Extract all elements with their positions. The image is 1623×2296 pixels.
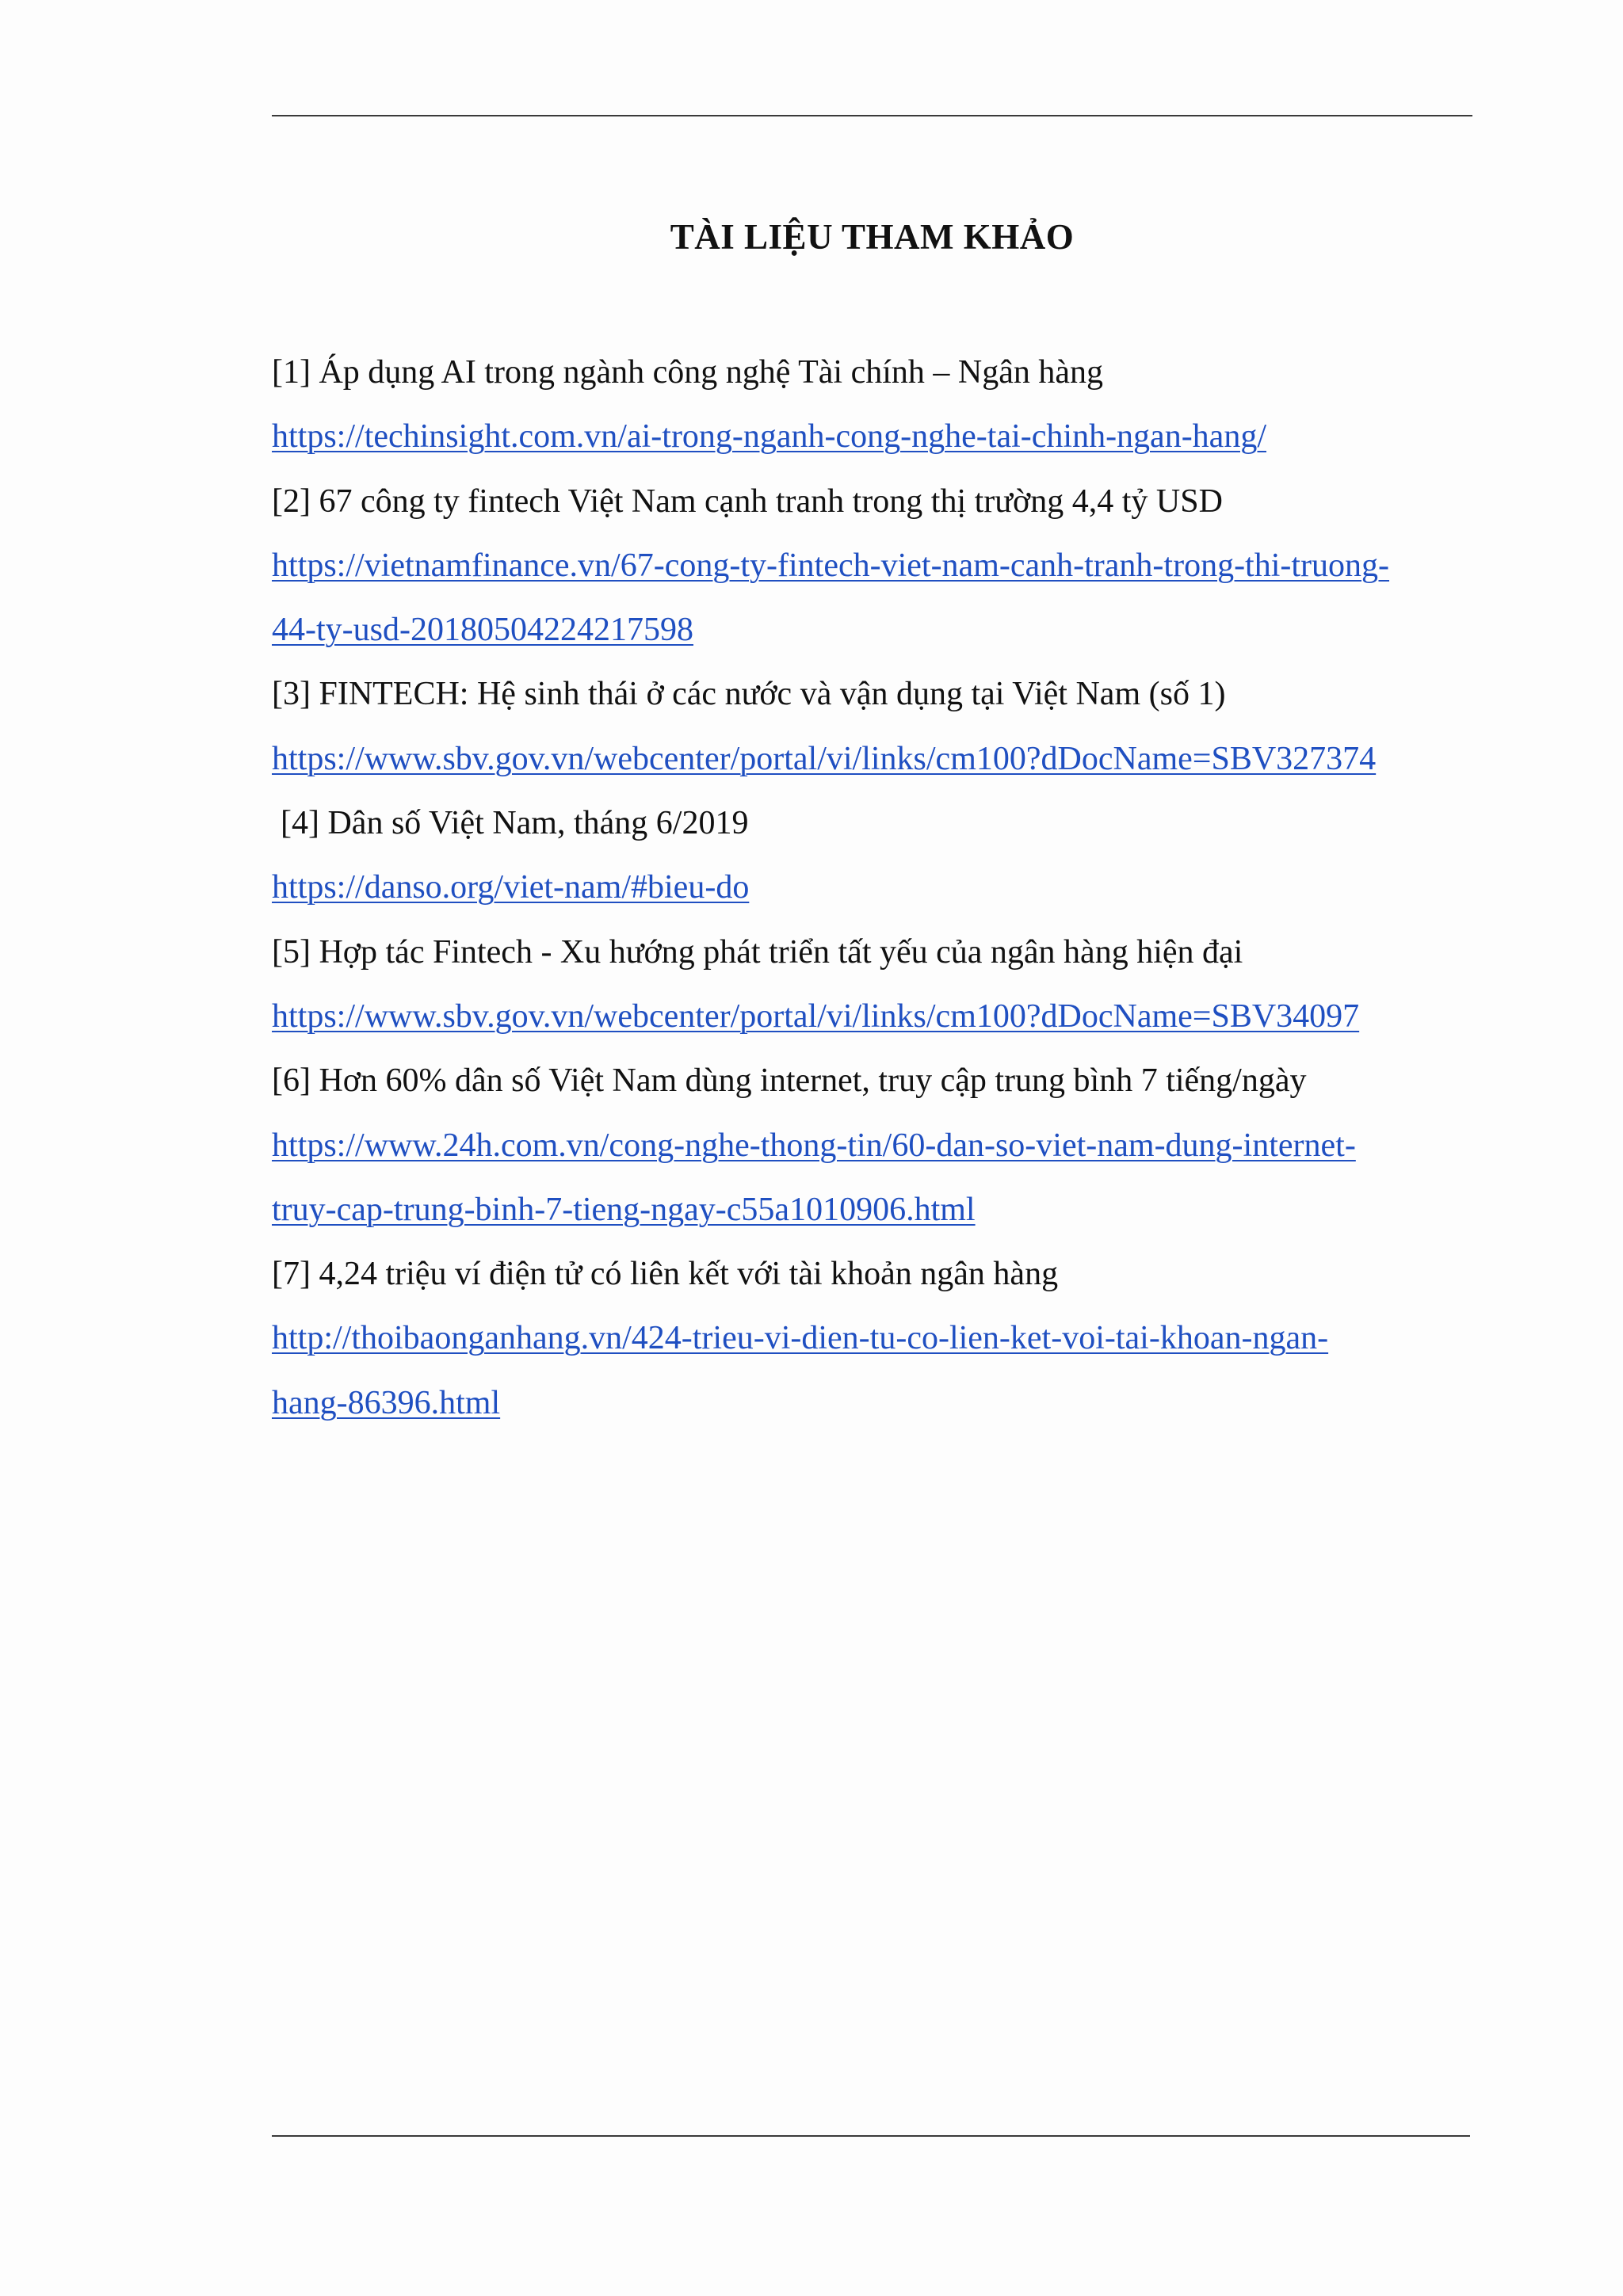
reference-heading-1: [1] Áp dụng AI trong ngành công nghệ Tài chính – Ngân hàng — [272, 354, 1104, 391]
reference-link-5 — [272, 985, 1476, 1049]
reference-link-1 — [272, 405, 1476, 469]
reference-link-5-line-1[interactable]: https://www.sbv.gov.vn/webcenter/portal/vi/links/cm100?dDocName=SBV34097 — [272, 997, 1360, 1035]
reference-link-6-line-1[interactable]: https://www.24h.com.vn/cong-nghe-thong-tin/60-dan-so-viet-nam-dung-internet- — [272, 1127, 1356, 1164]
reference-link-7-line-2[interactable]: hang-86396.html — [272, 1384, 501, 1421]
reference-heading-5: [5] Hợp tác Fintech - Xu hướng phát triển tất yếu của ngân hàng hiện đại — [272, 933, 1243, 971]
reference-heading-6: [6] Hơn 60% dân số Việt Nam dùng internet, truy cập trung bình 7 tiếng/ngày — [272, 1062, 1307, 1100]
reference-link-2 — [272, 534, 1476, 598]
reference-link-4 — [272, 856, 1476, 920]
reference-link-3-line-1[interactable]: https://www.sbv.gov.vn/webcenter/portal/vi/links/cm100?dDocName=SBV327374 — [272, 740, 1377, 777]
reference-link-2-continued — [272, 598, 1476, 662]
reference-link-3 — [272, 727, 1476, 791]
reference-link-2-line-1[interactable]: https://vietnamfinance.vn/67-cong-ty-fintech-viet-nam-canh-tranh-trong-thi-truong- — [272, 547, 1390, 584]
reference-link-2-line-2[interactable]: 44-ty-usd-20180504224217598 — [272, 612, 693, 649]
reference-heading-4: [4] Dân số Việt Nam, tháng 6/2019 — [281, 805, 749, 842]
reference-heading-2: [2] 67 công ty fintech Việt Nam cạnh tranh trong thị trường 4,4 tỷ USD — [272, 482, 1223, 520]
reference-link-7-line-1[interactable]: http://thoibaonganhang.vn/424-trieu-vi-dien-tu-co-lien-ket-voi-tai-khoan-ngan- — [272, 1320, 1329, 1357]
reference-link-7 — [272, 1306, 1476, 1371]
header-rule — [272, 115, 1472, 116]
footer-rule — [272, 2135, 1470, 2137]
reference-link-6-line-2[interactable]: truy-cap-trung-binh-7-tieng-ngay-c55a1010906.html — [272, 1191, 976, 1228]
reference-heading-7: [7] 4,24 triệu ví điện tử có liên kết với tài khoản ngân hàng — [272, 1256, 1059, 1293]
reference-heading-3: [3] FINTECH: Hệ sinh thái ở các nước và vận dụng tại Việt Nam (số 1) — [272, 676, 1226, 713]
reference-link-4-line-1[interactable]: https://danso.org/viet-nam/#bieu-do — [272, 869, 750, 906]
reference-link-6 — [272, 1114, 1476, 1178]
reference-link-1-line-1[interactable]: https://techinsight.com.vn/ai-trong-nganh-cong-nghe-tai-chinh-ngan-hang/ — [272, 418, 1266, 456]
reference-link-7-continued — [272, 1371, 1476, 1436]
reference-link-6-continued — [272, 1178, 1476, 1242]
reference-list — [272, 341, 1476, 1436]
page-title: TÀI LIỆU THAM KHẢO — [670, 217, 1075, 257]
